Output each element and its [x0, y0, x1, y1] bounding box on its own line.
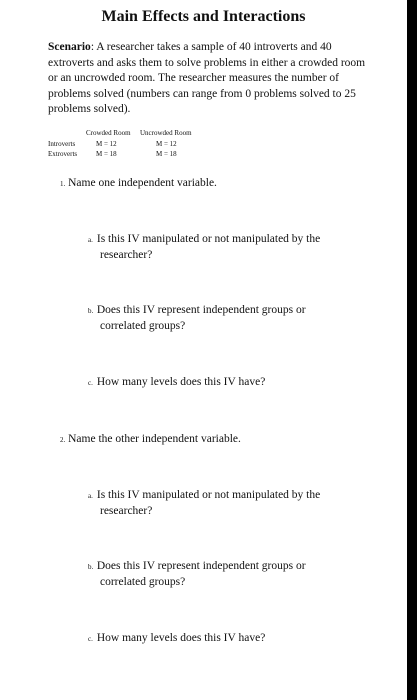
sub-question-text-cont: correlated groups?	[100, 320, 186, 332]
means-table	[48, 128, 228, 168]
sub-question-letter: b.	[88, 307, 94, 315]
sub-question-letter: a.	[88, 236, 93, 244]
sub-question-text: Does this IV represent independent groups or	[96, 304, 306, 316]
sub-question-text-cont: researcher?	[100, 505, 153, 517]
question-1b	[88, 303, 338, 334]
sub-question-letter: c.	[88, 635, 93, 643]
table-cell: M = 12	[156, 140, 177, 148]
question-1	[60, 176, 217, 192]
sub-question-text: Is this IV manipulated or not manipulated by the	[96, 233, 321, 245]
table-row-label-extroverts: Extroverts	[48, 150, 78, 158]
scenario-text: : A researcher takes a sample of 40 introverts and 40 extroverts and asks them to solve problems in either a crowded room or an uncrowded room. The researcher measures the number of problems solved (numbers can range from 0 problems solved to 25 problems solved).	[48, 41, 366, 115]
question-text: Name the other independent variable.	[68, 433, 241, 445]
scenario-label: Scenario	[48, 41, 91, 53]
sub-question-text: Does this IV represent independent groups or	[96, 560, 306, 572]
sub-question-text-cont: researcher?	[100, 249, 153, 261]
sub-question-letter: c.	[88, 379, 93, 387]
scenario-paragraph	[48, 40, 368, 118]
question-1c	[88, 375, 338, 391]
question-2a	[88, 488, 338, 519]
sub-question-letter: b.	[88, 563, 94, 571]
table-col-header-crowded: Crowded Room	[86, 129, 131, 137]
table-cell: M = 18	[96, 150, 117, 158]
table-row-label-introverts: Introverts	[48, 140, 76, 148]
sub-question-letter: a.	[88, 492, 93, 500]
document-title: Main Effects and Interactions	[101, 8, 306, 25]
question-number: 1.	[60, 180, 66, 188]
question-text: Name one independent variable.	[68, 177, 217, 189]
sub-question-text: How many levels does this IV have?	[96, 376, 266, 388]
question-2	[60, 432, 241, 448]
table-cell: M = 12	[96, 140, 117, 148]
sub-question-text: How many levels does this IV have?	[96, 632, 266, 644]
table-col-header-uncrowded: Uncrowded Room	[140, 129, 192, 137]
question-1a	[88, 232, 338, 263]
question-2b	[88, 559, 338, 590]
sub-question-text-cont: correlated groups?	[100, 576, 186, 588]
table-cell: M = 18	[156, 150, 177, 158]
question-number: 2.	[60, 436, 66, 444]
sub-question-text: Is this IV manipulated or not manipulated by the	[96, 489, 321, 501]
question-2c	[88, 631, 338, 647]
